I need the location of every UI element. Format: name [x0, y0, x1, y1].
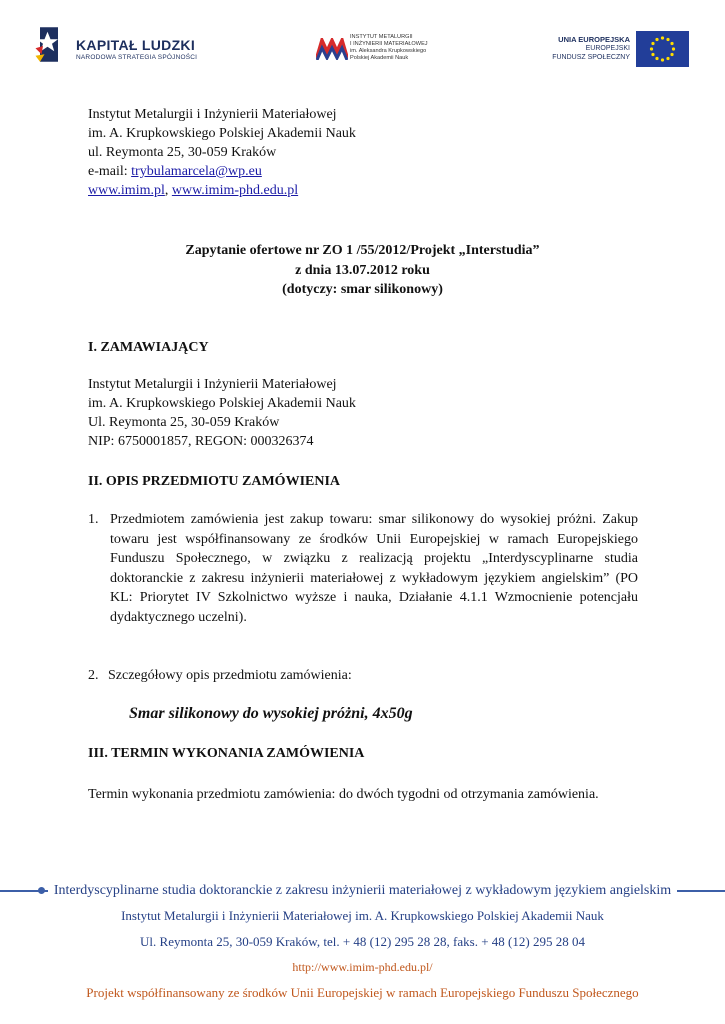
footer-address-contact: Ul. Reymonta 25, 30-059 Kraków, tel. + 48 (12) 295 28 28, faks. + 48 (12) 295 28 04: [140, 934, 585, 949]
imim-logo-line-4: Polskiej Akademii Nauk: [350, 55, 409, 61]
eu-star-icon: [661, 58, 664, 61]
eu-star-icon: [672, 47, 675, 50]
document-title-line-1: Zapytanie ofertowe nr ZO 1 /55/2012/Projekt „Interstudia”: [185, 243, 540, 258]
section-3-heading: III. TERMIN WYKONANIA ZAMÓWIENIA: [88, 746, 365, 761]
imim-logo-line-1: INSTYTUT METALURGII: [350, 34, 413, 40]
footer-website[interactable]: http://www.imim-phd.edu.pl/: [292, 960, 433, 974]
ue-title: UNIA EUROPEJSKA: [558, 35, 630, 44]
email-label: e-mail:: [88, 164, 132, 179]
eu-flag-icon: [636, 31, 689, 67]
kapital-ludzki-subtitle: NARODOWA STRATEGIA SPÓJNOŚCI: [76, 54, 198, 61]
item-2-number: 2.: [88, 668, 99, 683]
delivery-term-text: Termin wykonania przedmiotu zamówienia: do dwóch tygodni od otrzymania zamówienia.: [88, 787, 599, 802]
footer-project-title-text: Interdyscyplinarne studia doktoranckie z zakresu inżynierii materiałowej z wykładowym językiem angielskim: [48, 883, 677, 898]
kapital-ludzki-logo-icon: [34, 22, 64, 67]
footer-project-title: [0, 881, 725, 899]
section-1-heading: I. ZAMAWIAJĄCY: [88, 340, 209, 355]
eu-star-icon: [666, 38, 669, 41]
buyer-line-2: im. A. Krupkowskiego Polskiej Akademii Nauk: [88, 396, 356, 411]
footer-cofinancing: Projekt współfinansowany ze środków Unii Europejskiej w ramach Europejskiego Funduszu Społecznego: [86, 985, 639, 1000]
item-1-number: 1.: [88, 512, 99, 527]
imim-website-link[interactable]: www.imim.pl: [88, 183, 165, 198]
eu-star-icon: [651, 53, 654, 56]
kapital-ludzki-title: KAPITAŁ LUDZKI: [76, 37, 196, 53]
footer-institute: Instytut Metalurgii i Inżynierii Materiałowej im. A. Krupkowskiego Polskiej Akademii Nauk: [121, 908, 604, 923]
eu-star-icon: [661, 36, 664, 39]
eu-star-icon: [666, 57, 669, 60]
eu-star-icon: [670, 53, 673, 56]
ue-subtitle-1: EUROPEJSKI: [585, 45, 630, 52]
imim-phd-website-link[interactable]: www.imim-phd.edu.pl: [171, 183, 299, 198]
buyer-line-4: NIP: 6750001857, REGON: 000326374: [88, 434, 314, 449]
item-2-text: Szczegółowy opis przedmiotu zamówienia:: [108, 668, 352, 683]
product-name: Smar silikonowy do wysokiej próżni, 4x50g: [129, 705, 413, 722]
eu-star-icon: [650, 47, 653, 50]
section-2-heading: II. OPIS PRZEDMIOTU ZAMÓWIENIA: [88, 474, 341, 489]
sender-www-row: [88, 181, 298, 200]
sender-line-3: ul. Reymonta 25, 30-059 Kraków: [88, 145, 277, 160]
ue-subtitle-2: FUNDUSZ SPOŁECZNY: [552, 54, 630, 61]
eu-star-icon: [655, 57, 658, 60]
eu-star-icon: [651, 42, 654, 45]
imim-logo-line-3: im. Aleksandra Krupkowskiego: [350, 48, 427, 54]
email-link[interactable]: trybulamarcela@wp.eu: [131, 164, 262, 179]
document-title-line-2: z dnia 13.07.2012 roku: [295, 263, 430, 278]
imim-logo-icon: [316, 38, 348, 60]
sender-email-row: [88, 162, 262, 181]
sender-line-1: Instytut Metalurgii i Inżynierii Materiałowej: [88, 107, 337, 122]
www-separator: ,: [164, 183, 172, 198]
item-1-text: Przedmiotem zamówienia jest zakup towaru: smar silikonowy do wysokiej próżni. Zakup towaru jest współfinansowany ze środków Unii Europejskiej w ramach Europejskiego Funduszu Społecznego, w związku z realizacją projektu „Interdyscyplinarne studia doktoranckie z zakresu inżynierii materiałowej z wykładowym językiem angielskim” (PO KL: Priorytet IV Szkolnictwo wyższe i nauka, Działanie 4.1.1 Wzmocnienie potencjału dydaktycznego uczelni).: [110, 512, 638, 625]
eu-star-icon: [670, 42, 673, 45]
sender-line-2: im. A. Krupkowskiego Polskiej Akademii Nauk: [88, 126, 356, 141]
buyer-line-1: Instytut Metalurgii i Inżynierii Materiałowej: [88, 377, 337, 392]
eu-star-icon: [655, 38, 658, 41]
imim-logo-line-2: I INŻYNIERII MATERIAŁOWEJ: [350, 41, 428, 47]
buyer-line-3: Ul. Reymonta 25, 30-059 Kraków: [88, 415, 280, 430]
document-title-line-3: (dotyczy: smar silikonowy): [282, 282, 443, 297]
